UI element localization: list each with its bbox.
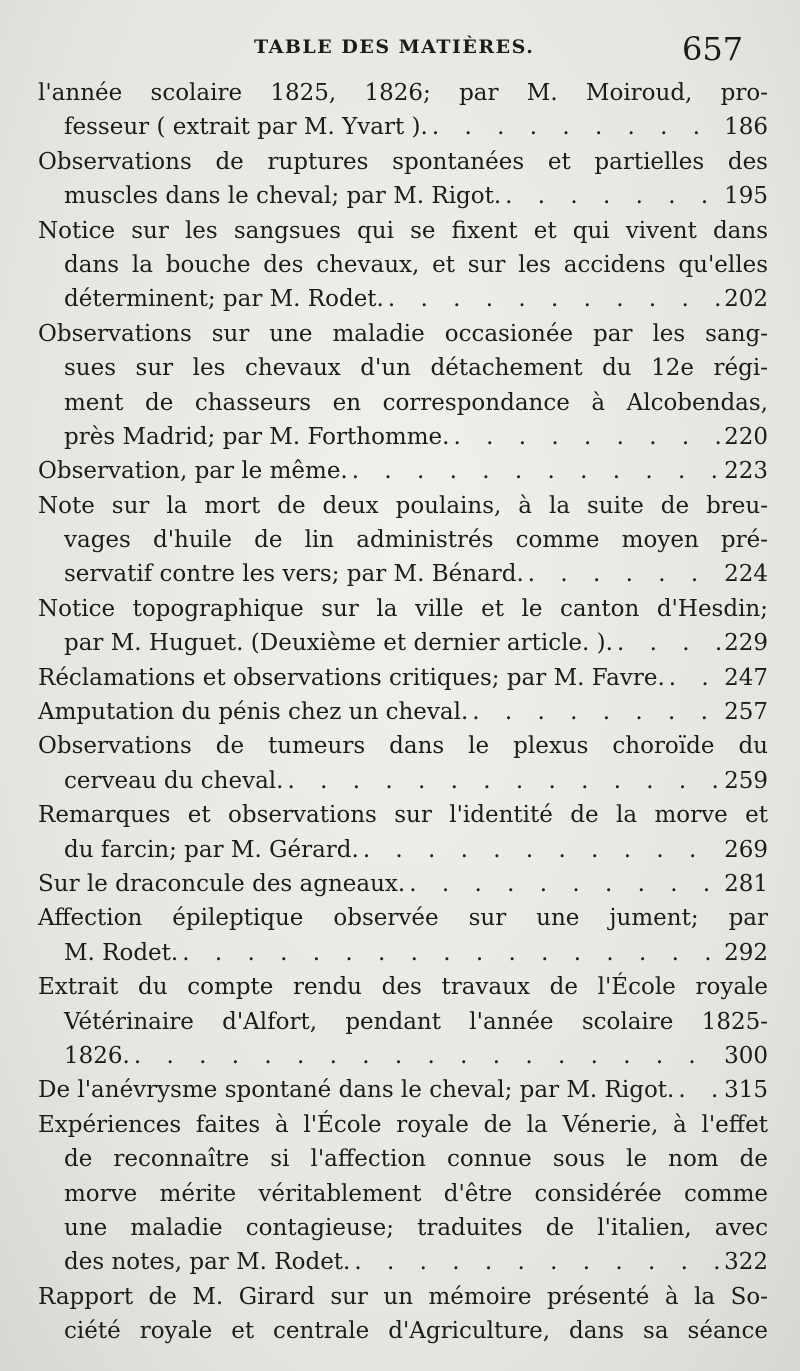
toc-entry [38, 1280, 768, 1349]
toc-entry-text: cerveau du cheval. [64, 767, 284, 794]
toc-entry-text: ciété royale et centrale d'Agriculture, dans sa séance [64, 1318, 768, 1345]
dot-leader [472, 695, 720, 729]
toc-entry-text: M. Rodet. [64, 939, 179, 966]
toc-page-number: 229 [724, 630, 768, 657]
toc-entry [38, 661, 768, 695]
toc-entry-line [38, 1177, 768, 1211]
toc-entry-text: Rapport de M. Girard sur un mémoire présenté à la So- [38, 1283, 768, 1310]
toc-entry-line [38, 970, 768, 1004]
toc-entry [38, 317, 768, 455]
toc-entry-line [38, 76, 768, 110]
toc-entry [38, 798, 768, 867]
toc-entry [38, 76, 768, 145]
toc-entry [38, 729, 768, 798]
dot-leader [287, 764, 720, 798]
toc-page-number: 202 [724, 286, 768, 313]
toc-entry-text: Observations sur une maladie occasionée par les sang- [38, 320, 768, 347]
toc-entry-text: Observation, par le même. [38, 458, 348, 485]
toc-entry [38, 489, 768, 592]
toc-entry-line [38, 661, 768, 695]
toc-entry-text: sues sur les chevaux d'un détachement du 12e régi- [64, 355, 768, 382]
page-number: 657 [682, 30, 744, 68]
toc-entry-line [38, 936, 768, 970]
toc-entry [38, 1073, 768, 1107]
toc-page-number: 315 [724, 1077, 768, 1104]
toc-entry-text: Sur le draconcule des agneaux. [38, 870, 406, 897]
toc-entry-text: Vétérinaire d'Alfort, pendant l'année scolaire 1825- [64, 1008, 768, 1035]
toc-entry-text: servatif contre les vers; par M. Bénard. [64, 561, 524, 588]
toc-page-number: 292 [724, 939, 768, 966]
toc-entry-text: vages d'huile de lin administrés comme moyen pré- [64, 527, 768, 554]
toc-entry-text: fesseur ( extrait par M. Yvart ). [64, 114, 428, 141]
toc-entry [38, 454, 768, 488]
toc-entry-line [38, 1005, 768, 1039]
toc-entry-text: Observations de ruptures spontanées et partielles des [38, 148, 768, 175]
toc-entry-line [38, 798, 768, 832]
toc-entry-text: Amputation du pénis chez un cheval. [38, 699, 469, 726]
toc-page-number: 322 [724, 1249, 768, 1276]
toc-entry-line [38, 1314, 768, 1348]
toc-entry-line [38, 1039, 768, 1073]
toc-entry [38, 901, 768, 970]
toc-entry-line [38, 901, 768, 935]
toc-entry-text: par M. Huguet. (Deuxième et dernier article. ). [64, 630, 613, 657]
dot-leader [432, 110, 720, 144]
toc-entry-line [38, 729, 768, 763]
page-header [0, 30, 800, 70]
toc-entry-line [38, 1211, 768, 1245]
toc-entry [38, 970, 768, 1073]
dot-leader [678, 1073, 720, 1107]
toc-entry-text: morve mérite véritablement d'être considérée comme [64, 1180, 768, 1207]
toc-entry-line [38, 214, 768, 248]
toc-entry-line [38, 386, 768, 420]
toc-entry-text: Expériences faites à l'École royale de la Vénerie, à l'effet [38, 1111, 768, 1138]
toc-entry-text: muscles dans le cheval; par M. Rigot. [64, 183, 502, 210]
toc-page-number: 195 [724, 183, 768, 210]
dot-leader [134, 1039, 720, 1073]
toc-entry [38, 695, 768, 729]
toc-entry [38, 214, 768, 317]
toc-page-number: 224 [724, 561, 768, 588]
dot-leader [409, 867, 720, 901]
toc-entry-line [38, 145, 768, 179]
toc-entry-line [38, 1142, 768, 1176]
toc-entry-text: déterminent; par M. Rodet. [64, 286, 384, 313]
toc-entry-line [38, 557, 768, 591]
toc-entry-line [38, 110, 768, 144]
toc-entry-text: près Madrid; par M. Forthomme. [64, 423, 450, 450]
dot-leader [182, 936, 720, 970]
toc-entry-text: l'année scolaire 1825, 1826; par M. Moiroud, pro- [38, 80, 768, 106]
toc-entry-text: Remarques et observations sur l'identité de la morve et [38, 802, 768, 829]
dot-leader [453, 420, 720, 454]
toc-entry [38, 145, 768, 214]
toc-entry-text: du farcin; par M. Gérard. [64, 836, 359, 863]
toc-entry-text: Réclamations et observations critiques; par M. Favre. [38, 664, 665, 691]
dot-leader [363, 833, 720, 867]
toc-entry-text: Extrait du compte rendu des travaux de l'École royale [38, 974, 768, 1001]
toc-entry-line [38, 833, 768, 867]
toc-page-number: 223 [724, 458, 768, 485]
running-title: TABLE DES MATIÈRES. [254, 36, 535, 58]
toc-entry-line [38, 420, 768, 454]
toc-entry-line [38, 1108, 768, 1142]
toc-entry-text: Notice topographique sur la ville et le canton d'Hesdin; [38, 595, 768, 622]
toc-entry-line [38, 489, 768, 523]
toc-entry [38, 1108, 768, 1280]
toc-entry-text: de reconnaître si l'affection connue sous le nom de [64, 1146, 768, 1173]
dot-leader [528, 557, 720, 591]
toc-entry-text: Observations de tumeurs dans le plexus choroïde du [38, 733, 768, 760]
toc-entry-text: Note sur la mort de deux poulains, à la suite de breu- [38, 492, 768, 519]
table-of-contents [38, 76, 768, 1348]
dot-leader [352, 454, 720, 488]
toc-entry [38, 867, 768, 901]
toc-page-number: 247 [724, 664, 768, 691]
toc-page-number: 269 [724, 836, 768, 863]
toc-entry-line [38, 764, 768, 798]
toc-entry-text: Affection épileptique observée sur une jument; par [38, 905, 768, 932]
dot-leader [505, 179, 720, 213]
toc-entry-line [38, 626, 768, 660]
toc-entry-text: ment de chasseurs en correspondance à Alcobendas, [64, 389, 768, 416]
toc-entry-line [38, 1245, 768, 1279]
dot-leader [669, 661, 720, 695]
toc-entry-line [38, 282, 768, 316]
toc-page-number: 220 [724, 423, 768, 450]
toc-page-number: 281 [724, 870, 768, 897]
toc-entry-line [38, 1280, 768, 1314]
toc-entry-line [38, 248, 768, 282]
toc-entry-text: 1826. [64, 1042, 130, 1069]
toc-entry-text: des notes, par M. Rodet. [64, 1249, 351, 1276]
toc-entry-line [38, 592, 768, 626]
dot-leader [388, 282, 720, 316]
toc-entry-line [38, 454, 768, 488]
toc-page-number: 257 [724, 699, 768, 726]
toc-entry-line [38, 695, 768, 729]
toc-entry-line [38, 179, 768, 213]
toc-page-number: 300 [724, 1042, 768, 1069]
dot-leader [617, 626, 720, 660]
toc-entry-line [38, 317, 768, 351]
toc-page-number: 186 [724, 114, 768, 141]
toc-entry-text: De l'anévrysme spontané dans le cheval; par M. Rigot. [38, 1077, 675, 1104]
toc-entry-line [38, 523, 768, 557]
toc-entry-line [38, 867, 768, 901]
toc-entry-line [38, 351, 768, 385]
toc-entry-text: dans la bouche des chevaux, et sur les accidens qu'elles [64, 251, 768, 278]
toc-entry-line [38, 1073, 768, 1107]
dot-leader [354, 1245, 720, 1279]
toc-entry [38, 592, 768, 661]
toc-entry-text: Notice sur les sangsues qui se fixent et qui vivent dans [38, 217, 768, 244]
toc-page-number: 259 [724, 767, 768, 794]
toc-entry-text: une maladie contagieuse; traduites de l'italien, avec [64, 1214, 768, 1241]
